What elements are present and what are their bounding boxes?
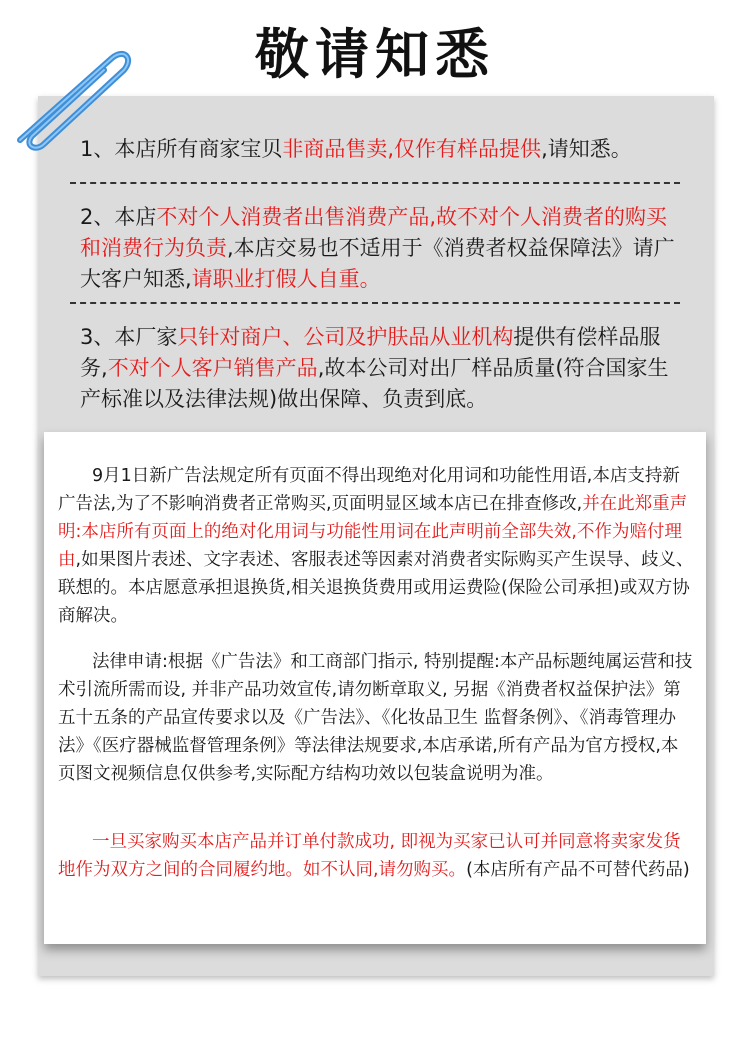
contract-highlight: 一旦买家购买本店产品并订单付款成功, 即视为买家已认可并同意将卖家发货地作为双方之间的合同履约地。如不认同,请勿购买。 <box>58 832 681 880</box>
divider <box>70 302 680 304</box>
notice-2-text-mid: ,本店交易也不适用于《消费者权益保障法》请广大客户知悉, <box>80 236 675 291</box>
ad-law-text: 9月1日新广告法规定所有页面不得出现绝对化用词和功能性用语,本店支持新广告法,为了不影响消费者正常购买,页面明显区域本店已在排查修改, <box>58 466 680 514</box>
ad-law-highlight: 并在此郑重声明:本店所有页面上的绝对化用词与功能性用词在此声明前全部失效,不作为赔付理由 <box>58 494 688 570</box>
notice-2-highlight: 不对个人消费者出售消费产品,故不对个人消费者的购买和消费行为负责 <box>80 205 668 260</box>
notice-3-text-mid: 提供有偿样品服务, <box>80 325 661 380</box>
divider <box>70 182 680 184</box>
notice-1 <box>80 134 680 165</box>
notice-3 <box>80 322 680 415</box>
contract-text: (本店所有产品不可替代药品) <box>466 860 690 880</box>
legal-statement-text: 法律申请:根据《广告法》和工商部门指示, 特别提醒:本产品标题纯属运营和技术引流所需而设, 并非产品功效宣传,请勿断章取义, 另据《消费者权益保护法》第五十五条的产品宣传要求以及《广告法》、《化妆品卫生 监督条例》、《消毒管理办法》《医疗器械监督管理条例》等法律法规要求,本店承诺,所有产品为官方授权,本页图文视频信息仅供参考,实际配方结构功效以包装盒说明为准。 <box>58 652 693 784</box>
notice-3-text: 3、本厂家 <box>80 325 178 349</box>
ad-law-text-end: ,如果图片表述、文字表述、客服表述等因素对消费者实际购买产生误导、歧义、联想的。本店愿意承担退换货,相关退换货费用或用运费险(保险公司承担)或双方协商解决。 <box>58 550 694 626</box>
page-title: 敬请知悉 <box>255 23 495 86</box>
notice-2 <box>80 202 680 295</box>
notice-3-text-end: ,故本公司对出厂样品质量(符合国家生产标准以及法律法规)做出保障、负责到底。 <box>80 356 669 411</box>
legal-statement-paragraph <box>58 648 694 788</box>
contract-paragraph <box>58 828 694 884</box>
ad-law-paragraph <box>58 462 694 630</box>
notice-2-highlight-end: 请职业打假人自重。 <box>191 267 381 291</box>
notice-1-highlight: 非商品售卖,仅作有样品提供 <box>282 137 542 161</box>
notice-1-text: 1、本店所有商家宝贝 <box>80 137 283 161</box>
notice-1-text-end: ,请知悉。 <box>541 137 632 161</box>
notice-2-text: 2、本店 <box>80 205 157 229</box>
notice-3-highlight: 只针对商户、公司及护肤品从业机构 <box>177 325 514 349</box>
notice-3-highlight-2: 不对个人客户销售产品 <box>107 356 318 380</box>
